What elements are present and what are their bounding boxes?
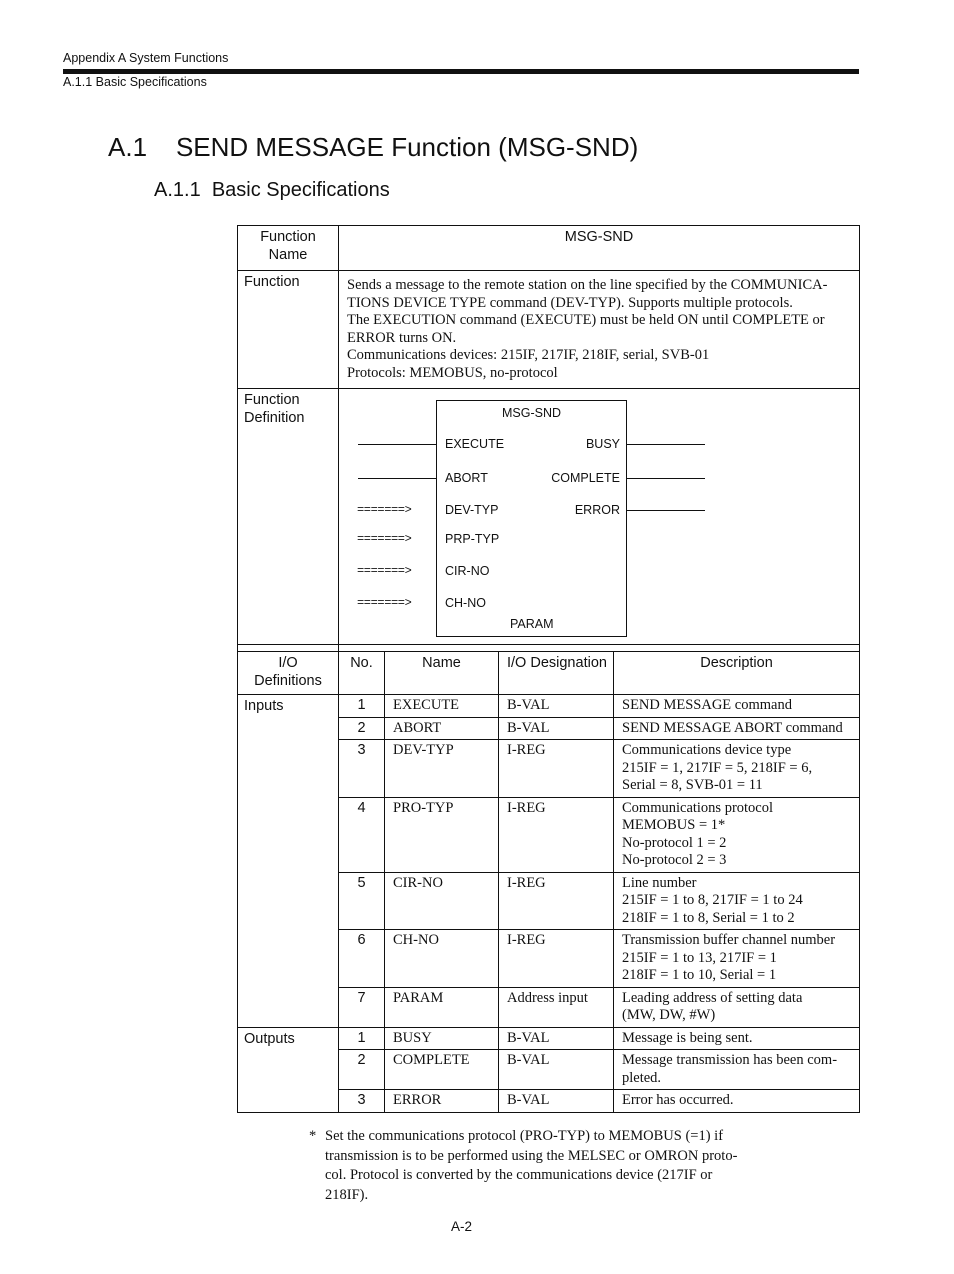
io-description-line: 218IF = 1 to 10, Serial = 1 [622,967,777,983]
io-no: 5 [339,872,385,930]
block-name: MSG-SND [502,406,562,420]
footnote-marker: * [309,1128,317,1144]
outputs-label: Outputs [238,1027,339,1112]
function-name-value: MSG-SND [339,226,860,271]
pin-cir-no: CIR-NO [445,564,490,578]
data-arrow-icon: =======> [357,596,412,610]
outputs-row [238,1027,860,1050]
io-name: ABORT [385,717,499,740]
data-arrow-icon: =======> [357,564,412,578]
input-line-abort [358,478,436,479]
io-name: BUSY [385,1027,499,1050]
io-description-line: SEND MESSAGE command [622,697,792,713]
io-description [614,740,860,798]
io-name: COMPLETE [385,1050,499,1090]
column-header-name: Name [385,652,499,695]
running-header-chapter: Appendix A System Functions [63,51,229,65]
function-line: Sends a message to the remote station on the line specified by the COMMUNICA- [347,277,828,293]
io-description-line: Message is being sent. [622,1029,753,1046]
io-description-line: Leading address of setting data [622,989,803,1006]
function-line: TIONS DEVICE TYPE command (DEV-TYP). Supports multiple protocols. [347,294,793,311]
io-no: 1 [339,1027,385,1050]
io-no: 4 [339,797,385,872]
function-line: The EXECUTION command (EXECUTE) must be held ON until COMPLETE or [347,312,825,328]
function-definition-label: Function Definition [238,389,339,645]
io-designation: B-VAL [499,717,614,740]
section-number: A.1 [108,132,148,162]
pin-abort: ABORT [445,471,488,485]
io-designation: B-VAL [499,1050,614,1090]
io-definitions-label: I/O Definitions [238,652,339,695]
io-description [614,695,860,718]
column-header-description: Description [614,652,860,695]
io-designation: I-REG [499,740,614,798]
gap-row [238,645,860,652]
io-description-line: 215IF = 1, 217IF = 5, 218IF = 6, [622,759,813,776]
pin-prp-typ: PRP-TYP [445,532,500,546]
pin-dev-typ: DEV-TYP [445,503,499,517]
io-no: 2 [339,717,385,740]
section-title [108,132,638,163]
io-name: DEV-TYP [385,740,499,798]
pin-error: ERROR [574,503,620,517]
io-designation: I-REG [499,797,614,872]
output-line-busy [626,444,705,445]
output-line-complete [626,478,705,479]
page-number: A-2 [451,1219,473,1234]
inputs-label: Inputs [238,695,339,1028]
io-designation: B-VAL [499,1027,614,1050]
io-no: 3 [339,1090,385,1113]
io-name: CIR-NO [385,872,499,930]
io-description-line: No-protocol 2 = 3 [622,852,727,868]
io-no: 6 [339,930,385,988]
io-description-line: 218IF = 1 to 8, Serial = 1 to 2 [622,909,795,926]
column-header-no: No. [339,652,385,695]
io-description-line: Communications protocol [622,799,774,816]
function-name-label: Function Name [238,226,339,271]
io-description-line: No-protocol 1 = 2 [622,834,727,851]
function-line: Communications devices: 215IF, 217IF, 218IF, serial, SVB-01 [347,347,710,363]
spec-table [237,225,860,1113]
io-description-line: 215IF = 1 to 13, 217IF = 1 [622,949,777,966]
pin-complete: COMPLETE [551,471,620,485]
io-description [614,1027,860,1050]
footnote-line: transmission is to be performed using the MELSEC or OMRON proto- [325,1147,738,1164]
subsection-title [154,179,390,202]
io-description-line: 215IF = 1 to 8, 217IF = 1 to 24 [622,892,803,908]
io-description [614,1090,860,1113]
io-designation: B-VAL [499,695,614,718]
io-no: 7 [339,987,385,1027]
header-rule [63,69,859,74]
data-arrow-icon: =======> [357,532,412,546]
function-line: ERROR turns ON. [347,329,457,346]
function-block-diagram [339,389,860,644]
footnote-line: 218IF). [325,1186,369,1203]
io-designation: I-REG [499,872,614,930]
pin-param: PARAM [510,617,554,631]
io-name: CH-NO [385,930,499,988]
inputs-row [238,695,860,718]
function-description [339,271,860,389]
io-no: 2 [339,1050,385,1090]
subsection-title-text: Basic Specifications [211,179,390,201]
input-line-execute [358,444,436,445]
io-description-line: Error has occurred. [622,1092,734,1108]
function-definition-cell [339,389,860,645]
running-header-section: A.1.1 Basic Specifications [63,75,207,89]
function-definition-row [238,389,860,645]
footnote-line: Set the communications protocol (PRO-TYP) to MEMOBUS (=1) if [325,1128,724,1144]
io-description [614,797,860,872]
output-line-error [626,510,705,511]
function-name-row [238,226,860,271]
io-name: EXECUTE [385,695,499,718]
io-no: 3 [339,740,385,798]
io-header-row [238,652,860,695]
io-description [614,930,860,988]
io-description [614,872,860,930]
io-description-line: Line number [622,874,697,891]
io-description-line: SEND MESSAGE ABORT command [622,719,843,736]
io-description-line: MEMOBUS = 1* [622,817,726,833]
column-header-io: I/O Designation [499,652,614,695]
io-no: 1 [339,695,385,718]
function-line: Protocols: MEMOBUS, no-protocol [347,364,558,381]
io-description-line: Message transmission has been com- [622,1052,838,1068]
io-designation: B-VAL [499,1090,614,1113]
io-description-line: Communications device type [622,742,792,758]
pin-execute: EXECUTE [445,437,505,451]
io-description [614,1050,860,1090]
pin-ch-no: CH-NO [445,596,486,610]
io-name: PARAM [385,987,499,1027]
io-description [614,717,860,740]
footnote-line: col. Protocol is converted by the communications device (217IF or [325,1167,713,1183]
data-arrow-icon: =======> [357,503,412,517]
section-title-text: SEND MESSAGE Function (MSG-SND) [175,132,639,162]
io-description [614,987,860,1027]
pin-busy: BUSY [585,437,620,451]
io-description-line: (MW, DW, #W) [622,1007,716,1023]
io-name: ERROR [385,1090,499,1113]
footnote [309,1127,749,1205]
io-description-line: pleted. [622,1069,662,1086]
io-description-line: Transmission buffer channel number [622,932,836,948]
io-description-line: Serial = 8, SVB-01 = 11 [622,777,763,793]
subsection-number: A.1.1 [154,179,201,201]
io-name: PRO-TYP [385,797,499,872]
io-designation: I-REG [499,930,614,988]
function-label: Function [238,271,339,389]
function-row [238,271,860,389]
io-designation: Address input [499,987,614,1027]
